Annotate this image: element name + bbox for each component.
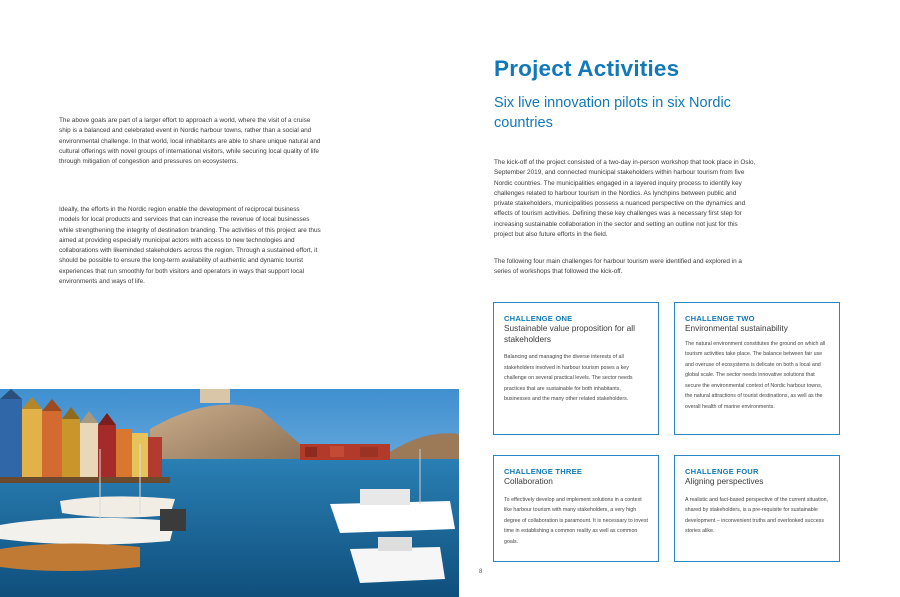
nordic-region-text: Ideally, the efforts in the Nordic region enable the development of reciprocal business models for local products and services that can increase the revenue of local businesses while strengthening the integrity of destination branding. The activities of this project are thus aimed at providing especially municipal actors with access to new technologies and collaborations with likeminded stakeholders across the region. Through a sustained effort, it should be possible to ensure the long-term availability of authentic and dynamic tourist experiences that run smoothly for both visitors and operators in ways that support local environments and ways of life. xyxy=(59,206,321,286)
harbour-photo xyxy=(0,389,459,597)
page-subtitle: Six live innovation pilots in six Nordic countries xyxy=(494,95,731,131)
challenges-intro-text: The following four main challenges for harbour tourism were identified and explored in a series of workshops that followed the kick-off. xyxy=(494,258,742,276)
challenge-four-body: A realistic and fact-based perspective of the current situation, shared by stakeholders, is a pre-requisite for sustainable development – inconvenient truths and overlooked success stories alike. xyxy=(685,496,829,535)
challenge-three-heading: Collaboration xyxy=(504,476,553,486)
challenge-three-body: To effectively develop and implement solutions in a context like harbour tourism with many stakeholders, a very high degree of collaboration is paramount. It is necessary to invest time in establishing a common reality as well as common goals. xyxy=(504,496,648,545)
kickoff-paragraph xyxy=(494,158,756,240)
challenge-one-body: Balancing and managing the diverse interests of all stakeholders involved in harbour tourism poses a key challenge on several practical levels. The sector needs practices that are sustainable for both inhabitants, businesses and the many other related stakeholders. xyxy=(504,354,633,403)
kickoff-text: The kick-off of the project consisted of a two-day in-person workshop that took place in Oslo, September 2019, and connected municipal stakeholders within harbour tourism from five Nordic countries. The municipalities engaged in a layered inquiry process to identify key challenges related to harbour tourism in the Nordics. As lynchpins between public and private stakeholders, municipalities possess a nuanced perspective on the dynamics and effects of tourism activities. Defining these key challenges was a necessary first step for increasing sustainable collaboration in the sector and setting an outline not just for this project but also future efforts in the field. xyxy=(494,159,756,239)
challenge-two-heading: Environmental sustainability xyxy=(685,323,788,333)
challenge-two-body: The natural environment constitutes the ground on which all tourism activities take place. The balance between fair use and overuse of ecosystems is delicate on both a local and global scale. The sector needs innovative solutions that secure the environmental context of Nordic harbour towns, the natural attractions of tourist destinations, as well as the overall health of marine environments. xyxy=(685,340,826,411)
challenge-three-label: CHALLENGE THREE xyxy=(504,467,583,476)
challenge-two-label: CHALLENGE TWO xyxy=(685,314,755,323)
challenge-card-four xyxy=(674,455,840,562)
intro-paragraph xyxy=(59,116,321,167)
challenge-four-heading: Aligning perspectives xyxy=(685,476,764,486)
challenge-one-heading: Sustainable value proposition for all stakeholders xyxy=(504,323,635,344)
challenge-card-two xyxy=(674,302,840,435)
page-number: 8 xyxy=(479,569,483,575)
challenge-card-one xyxy=(493,302,659,435)
challenges-intro-paragraph xyxy=(494,257,756,278)
photo-credit xyxy=(0,494,1,551)
challenge-four-label: CHALLENGE FOUR xyxy=(685,467,759,476)
challenge-one-label: CHALLENGE ONE xyxy=(504,314,573,323)
intro-text: The above goals are part of a larger effort to approach a world, where the visit of a cruise ship is a balanced and celebrated event in Nordic harbour towns, rather than a social and environmental challenge. In that world, local inhabitants are able to share unique natural and cultural offerings with novel groups of international visitors, while securing local quality of life through mitigation of congestion and pressures on ecosystems. xyxy=(59,117,321,166)
challenge-card-three xyxy=(493,455,659,562)
page-title: Project Activities xyxy=(494,56,680,81)
nordic-region-paragraph xyxy=(59,205,321,287)
